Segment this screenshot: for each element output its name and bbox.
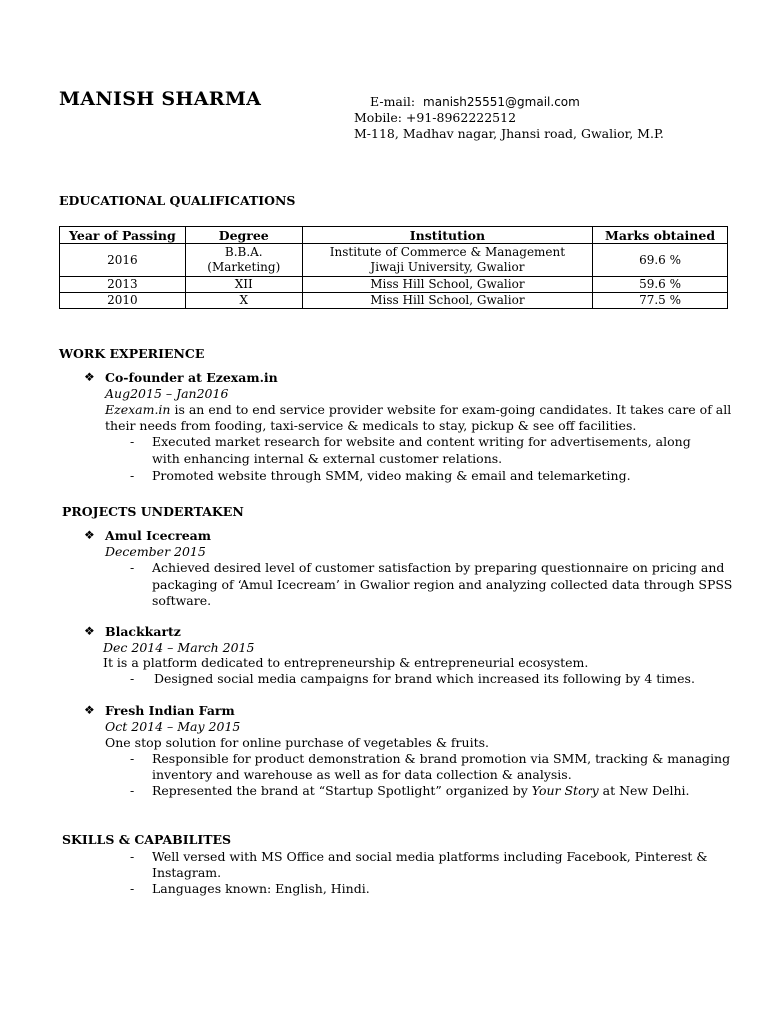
cell-institution: Miss Hill School, Gwalior (302, 277, 592, 293)
col-header-degree: Degree (185, 227, 302, 244)
address-line: M-118, Madhav nagar, Jhansi road, Gwalior, M.P. (354, 126, 664, 141)
company-name: Ezexam.in (105, 402, 171, 417)
projects-heading: PROJECTS UNDERTAKEN (62, 504, 244, 519)
col-header-year: Year of Passing (60, 227, 186, 244)
project-point (152, 783, 690, 798)
work-point: with enhancing internal & external customer relations. (152, 451, 503, 466)
diamond-bullet-icon: ❖ (84, 528, 95, 542)
project-point: Achieved desired level of customer satisfaction by preparing questionnaire on pricing and (152, 560, 725, 575)
work-dates: Aug2015 – Jan2016 (105, 386, 229, 401)
skill-point: Instagram. (152, 865, 222, 880)
dash-bullet: - (130, 468, 135, 483)
project-point: software. (152, 593, 212, 608)
email-line (370, 94, 580, 109)
cell-marks: 77.5 % (593, 293, 728, 309)
dash-bullet: - (130, 881, 135, 896)
organizer-name: Your Story (531, 783, 599, 798)
table-header-row (60, 227, 728, 244)
col-header-institution: Institution (302, 227, 592, 244)
project-dates: December 2015 (105, 544, 206, 559)
degree-line: (Marketing) (207, 260, 281, 274)
cell-marks: 59.6 % (593, 277, 728, 293)
project-title: Fresh Indian Farm (105, 703, 235, 718)
cell-marks: 69.6 % (593, 244, 728, 277)
project-title: Amul Icecream (105, 528, 211, 543)
project-description: It is a platform dedicated to entrepreneurship & entrepreneurial ecosystem. (103, 655, 589, 670)
cell-institution (302, 244, 592, 277)
cell-year: 2013 (60, 277, 186, 293)
project-point-text: at New Delhi. (598, 783, 690, 798)
institution-line: Jiwaji University, Gwalior (370, 260, 525, 274)
diamond-bullet-icon: ❖ (84, 703, 95, 717)
skills-heading: SKILLS & CAPABILITES (62, 832, 232, 847)
candidate-name: MANISH SHARMA (59, 88, 262, 110)
project-point-text: Represented the brand at “Startup Spotlight” organized by (152, 783, 532, 798)
cell-institution: Miss Hill School, Gwalior (302, 293, 592, 309)
diamond-bullet-icon: ❖ (84, 370, 95, 384)
dash-bullet: - (130, 560, 135, 575)
work-point: Promoted website through SMM, video making & email and telemarketing. (152, 468, 631, 483)
project-point: inventory and warehouse as well as for data collection & analysis. (152, 767, 572, 782)
education-table (59, 226, 728, 309)
table-row (60, 293, 728, 309)
work-description-line2: their needs from fooding, taxi-service & medicals to stay, pickup & see off facilities. (105, 418, 637, 433)
dash-bullet: - (130, 751, 135, 766)
email-address[interactable]: manish25551@gmail.com (423, 95, 580, 109)
table-row (60, 277, 728, 293)
table-row (60, 244, 728, 277)
col-header-marks: Marks obtained (593, 227, 728, 244)
project-description: One stop solution for online purchase of vegetables & fruits. (105, 735, 489, 750)
skill-point: Well versed with MS Office and social media platforms including Facebook, Pinterest & (152, 849, 708, 864)
project-point: Responsible for product demonstration & brand promotion via SMM, tracking & managing (152, 751, 731, 766)
work-title: Co-founder at Ezexam.in (105, 370, 278, 385)
dash-bullet: - (130, 849, 135, 864)
cell-year: 2016 (60, 244, 186, 277)
email-label: E-mail: (370, 94, 416, 109)
project-dates: Dec 2014 – March 2015 (103, 640, 255, 655)
work-description (105, 402, 731, 417)
degree-line: B.B.A. (224, 245, 263, 259)
project-dates: Oct 2014 – May 2015 (105, 719, 241, 734)
project-point: Designed social media campaigns for brand which increased its following by 4 times. (154, 671, 695, 686)
institution-line: Institute of Commerce & Management (329, 245, 566, 259)
education-heading: EDUCATIONAL QUALIFICATIONS (59, 193, 296, 208)
dash-bullet: - (130, 783, 135, 798)
work-description-text: is an end to end service provider website for exam-going candidates. It takes care of all (170, 402, 732, 417)
project-title: Blackkartz (105, 624, 181, 639)
work-point: Executed market research for website and content writing for advertisements, along (152, 434, 691, 449)
cell-degree (185, 244, 302, 277)
cell-year: 2010 (60, 293, 186, 309)
cell-degree: X (185, 293, 302, 309)
skill-point: Languages known: English, Hindi. (152, 881, 370, 896)
diamond-bullet-icon: ❖ (84, 624, 95, 638)
mobile-line: Mobile: +91-8962222512 (354, 110, 517, 125)
dash-bullet: - (130, 671, 135, 686)
project-point: packaging of ‘Amul Icecream’ in Gwalior region and analyzing collected data through SPSS (152, 577, 733, 592)
work-heading: WORK EXPERIENCE (59, 346, 205, 361)
dash-bullet: - (130, 434, 135, 449)
cell-degree: XII (185, 277, 302, 293)
